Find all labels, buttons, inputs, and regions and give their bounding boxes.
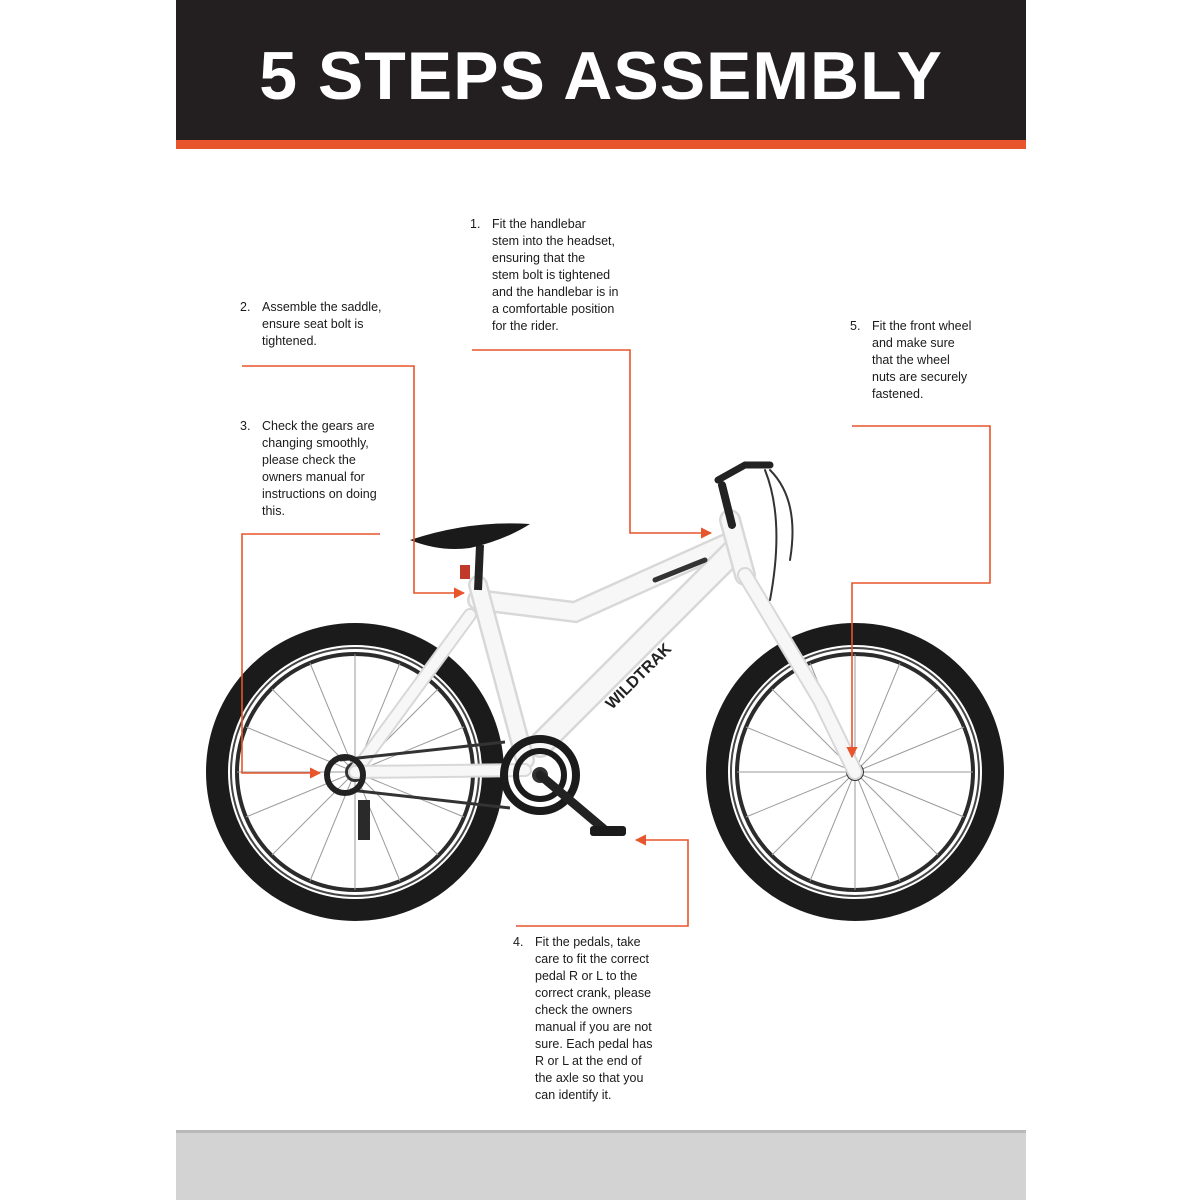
brand-decal: WILDTRAK bbox=[602, 640, 676, 713]
step-2-text: Assemble the saddle, ensure seat bolt is tightened. bbox=[262, 300, 382, 348]
step-2-number: 2. bbox=[240, 300, 251, 314]
step-5-text: Fit the front wheel and make sure that the wheel nuts are securely fastened. bbox=[872, 319, 972, 401]
step-1-text: Fit the handlebar stem into the headset, ensuring that the stem bolt is tightened and the handlebar is in a comfortable position for the rider. bbox=[492, 217, 619, 333]
page-title: 5 STEPS ASSEMBLY bbox=[259, 38, 943, 114]
step-1-callout bbox=[470, 216, 672, 335]
step-4-text: Fit the pedals, take care to fit the correct pedal R or L to the correct crank, please check the owners manual if you are not sure. Each pedal has R or L at the end of the axle so that you can identify it. bbox=[535, 935, 653, 1102]
step-3-callout bbox=[240, 418, 442, 520]
step-3-text: Check the gears are changing smoothly, please check the owners manual for instructions on doing this. bbox=[262, 419, 377, 518]
step-4-callout bbox=[513, 934, 715, 1104]
step-4-number: 4. bbox=[513, 935, 524, 949]
leader-step-1 bbox=[472, 350, 711, 533]
leader-step-4 bbox=[516, 840, 688, 926]
step-5-callout bbox=[850, 318, 1032, 403]
step-5-number: 5. bbox=[850, 319, 861, 333]
step-2-callout bbox=[240, 299, 442, 350]
step-3-number: 3. bbox=[240, 419, 251, 433]
step-1-number: 1. bbox=[470, 217, 481, 231]
